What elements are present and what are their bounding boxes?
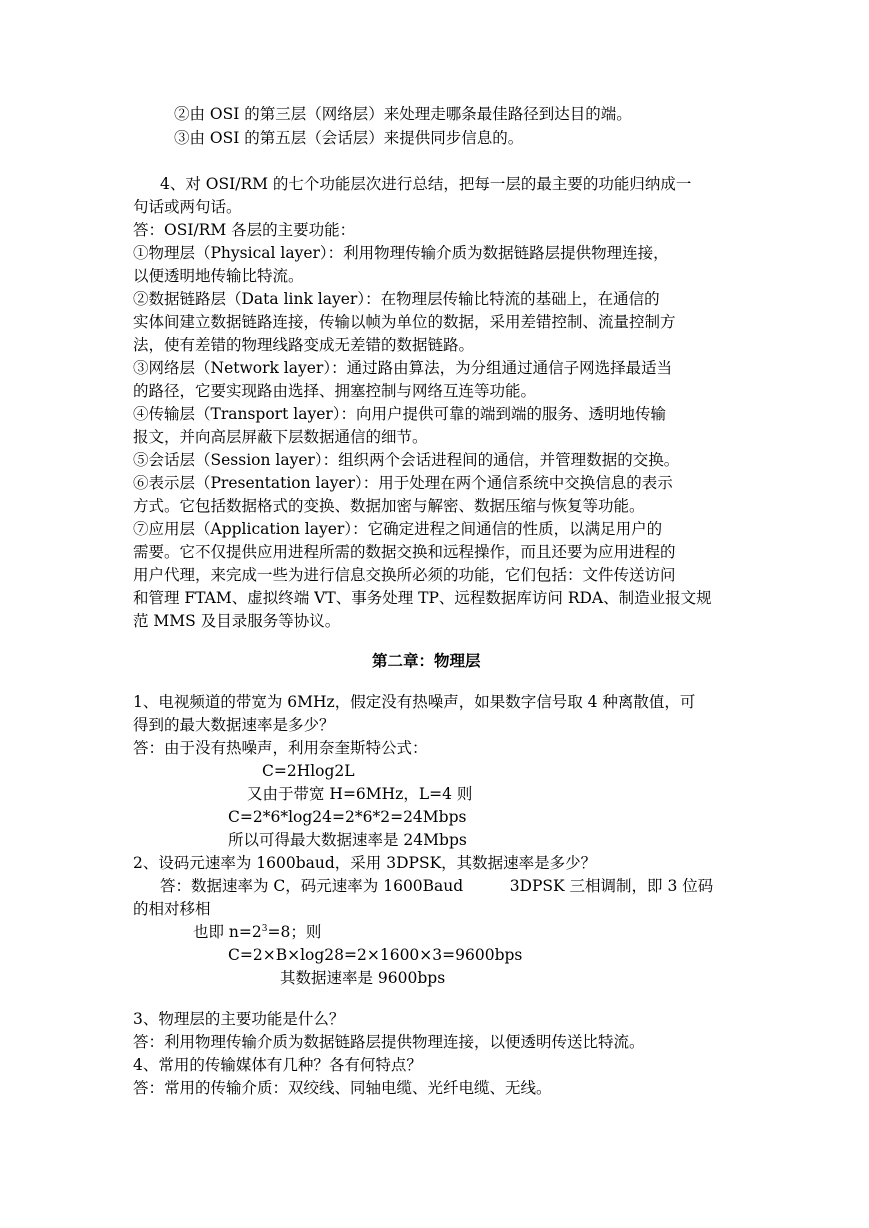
text-line: 方式。它包括数据格式的变换、数据加密与解密、数据压缩与恢复等功能。 (133, 497, 645, 515)
text-line: 又由于带宽 H=6MHz，L=4 则 (247, 785, 473, 803)
physical-layer-line: ①物理层（Physical layer）：利用物理传输介质为数据链路层提供物理连接， (133, 244, 669, 262)
exponent-formula-line (193, 921, 321, 943)
text-line: ③由 OSI 的第五层（会话层）来提供同步信息的。 (174, 129, 524, 147)
text-line: 的路径，它要实现路由选择、拥塞控制与网络互连等功能。 (133, 382, 537, 400)
formula-superscript: 3 (261, 923, 268, 934)
application-layer-line: ⑦应用层（Application layer）：它确定进程之间通信的性质，以满足用户的 (133, 520, 663, 538)
question-4-line: 4、对 OSI/RM 的七个功能层次进行总结，把每一层的最主要的功能归纳成一 (160, 175, 692, 193)
formula-line: C=2*6*log24=2*6*2=24Mbps (228, 808, 467, 826)
text-line: 的相对移相 (133, 900, 211, 918)
formula-prefix: 也即 n=2 (193, 923, 262, 941)
text-line: 得到的最大数据速率是多少？ (133, 716, 335, 734)
text-line: 所以可得最大数据速率是 24Mbps (228, 831, 467, 849)
question-4b-line: 4、常用的传输媒体有几种？各有何特点？ (133, 1056, 422, 1074)
answer-line: 答：数据速率为 C，码元速率为 1600Baud 3DPSK 三相调制，即 3 位码 (160, 877, 714, 895)
text-line: 报文，并向高层屏蔽下层数据通信的细节。 (133, 428, 428, 446)
question-3-line: 3、物理层的主要功能是什么？ (133, 1010, 345, 1028)
question-2-line: 2、设码元速率为 1600baud，采用 3DPSK，其数据速率是多少？ (133, 854, 597, 872)
session-layer-line: ⑤会话层（Session layer）：组织两个会话进程间的通信，并管理数据的交换。 (133, 451, 680, 469)
answer-line: 答：常用的传输介质：双绞线、同轴电缆、光纤电缆、无线。 (133, 1079, 552, 1097)
text-line: 其数据速率是 9600bps (280, 969, 446, 987)
datalink-layer-line: ②数据链路层（Data link layer）：在物理层传输比特流的基础上，在通信的 (133, 290, 660, 308)
text-line: 法，使有差错的物理线路变成无差错的数据链路。 (133, 336, 475, 354)
formula-line: C=2×B×log28=2×1600×3=9600bps (228, 946, 523, 964)
answer-line: 答：由于没有热噪声，利用奈奎斯特公式： (133, 739, 428, 757)
transport-layer-line: ④传输层（Transport layer）：向用户提供可靠的端到端的服务、透明地传输 (133, 405, 667, 423)
presentation-layer-line: ⑥表示层（Presentation layer）：用于处理在两个通信系统中交换信息的表示 (133, 474, 673, 492)
text-line: 范 MMS 及目录服务等协议。 (133, 612, 341, 630)
network-layer-line: ③网络层（Network layer）：通过路由算法，为分组通过通信子网选择最适当 (133, 359, 673, 377)
text-line: 用户代理，来完成一些为进行信息交换所必须的功能，它们包括：文件传送访问 (133, 566, 676, 584)
text-line: 需要。它不仅提供应用进程所需的数据交换和远程操作，而且还要为应用进程的 (133, 543, 676, 561)
question-1-line: 1、电视频道的带宽为 6MHz，假定没有热噪声，如果数字信号取 4 种离散值，可 (133, 693, 696, 711)
text-line: 句话或两句话。 (133, 198, 242, 216)
formula-suffix: =8；则 (267, 923, 322, 941)
answer-line: 答：OSI/RM 各层的主要功能： (133, 221, 356, 239)
text-line: 实体间建立数据链路连接，传输以帧为单位的数据，采用差错控制、流量控制方 (133, 313, 676, 331)
answer-line: 答：利用物理传输介质为数据链路层提供物理连接，以便透明传送比特流。 (133, 1033, 645, 1051)
text-line: 和管理 FTAM、虚拟终端 VT、事务处理 TP、远程数据库访问 RDA、制造业报文规 (133, 589, 712, 607)
text-line: ②由 OSI 的第三层（网络层）来处理走哪条最佳路径到达目的端。 (174, 105, 632, 123)
formula-line: C=2Hlog2L (262, 762, 355, 780)
chapter-heading: 第二章：物理层 (372, 651, 481, 670)
text-line: 以便透明地传输比特流。 (133, 267, 304, 285)
